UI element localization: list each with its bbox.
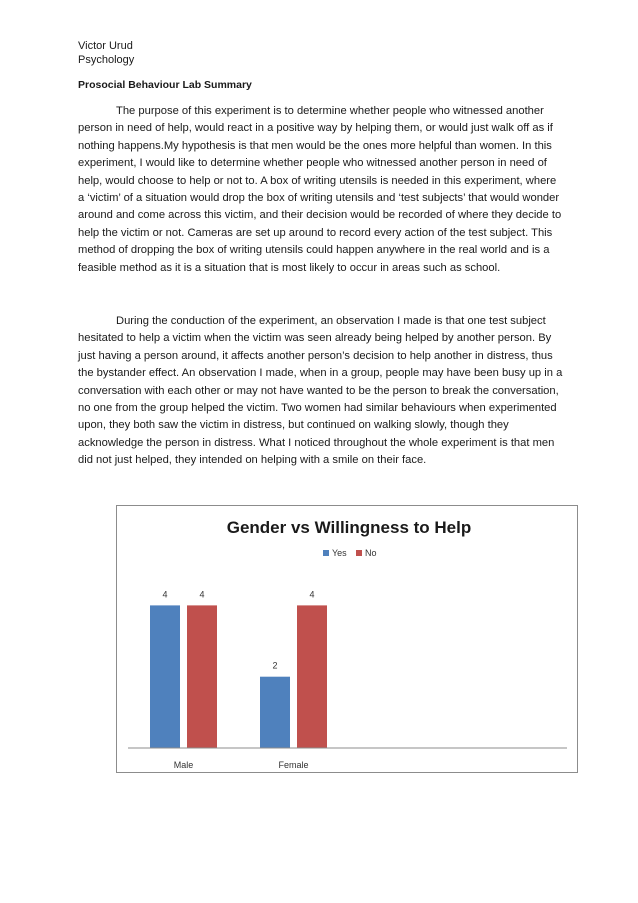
x-tick-female: Female xyxy=(278,760,309,770)
legend-label-no: No xyxy=(365,548,377,558)
data-label-male-yes: 4 xyxy=(162,589,168,600)
bar-male-yes xyxy=(150,605,180,748)
chart-bars xyxy=(150,589,327,748)
bar-female-yes xyxy=(260,677,290,748)
chart-legend xyxy=(323,548,377,558)
bar-female-no xyxy=(297,605,327,748)
legend-label-yes: Yes xyxy=(332,548,347,558)
subject-name: Psychology xyxy=(78,54,135,66)
chart-title: Gender vs Willingness to Help xyxy=(226,518,472,537)
paragraph-purpose: The purpose of this experiment is to determine whether people who witnessed another person in need of help, would react in a positive way by helping them, or would just walk off as if nothing happens.My hypothesis is that men would be the ones more helpful than women. In this experiment, I would like to determine whether people who witnessed another person in need of help, would choose to help or not to. A box of writing utensils is needed in this experiment, where a ‘victim’ of a situation would drop the box of writing utensils and ‘test subjects’ that would wonder around and come across this victim, and their decision would be recorded of where they decide to help the victim or not. Cameras are set up around to record every action of the test subject. This method of dropping the box of writing utensils could happen anywhere in the real world and is a feasible method as it is a situation that is most likely to occur in areas such as school. xyxy=(78,105,562,274)
author-name: Victor Urud xyxy=(78,40,133,52)
data-label-female-yes: 2 xyxy=(272,660,278,671)
legend-swatch-yes xyxy=(323,550,329,556)
x-axis-ticks xyxy=(174,760,309,770)
document-title: Prosocial Behaviour Lab Summary xyxy=(78,79,252,91)
bar-male-no xyxy=(187,605,217,748)
chart-canvas xyxy=(117,506,577,772)
x-tick-male: Male xyxy=(173,760,194,770)
paragraph-observations: During the conduction of the experiment, an observation I made is that one test subject hesitated to help a victim when the victim was seen already being helped by another person. By just having a person around, it affects another person’s decision to help another in distress, thus the bystander effect. An observation I made, when in a group, people may have been busy up in a conversation with each other or may not have wanted to be the person to break the conversation, no one from the group helped the victim. Two women had similar behaviours when experimented upon, they both saw the victim in distress, but continued on walking slowly, though they acknowledge the person in distress. What I noticed throughout the whole experiment is that men did not just helped, they intended on helping with a smile on their face. xyxy=(78,315,563,467)
data-label-male-no: 4 xyxy=(199,589,205,600)
bar-chart xyxy=(116,505,578,773)
legend-swatch-no xyxy=(356,550,362,556)
data-label-female-no: 4 xyxy=(309,589,315,600)
